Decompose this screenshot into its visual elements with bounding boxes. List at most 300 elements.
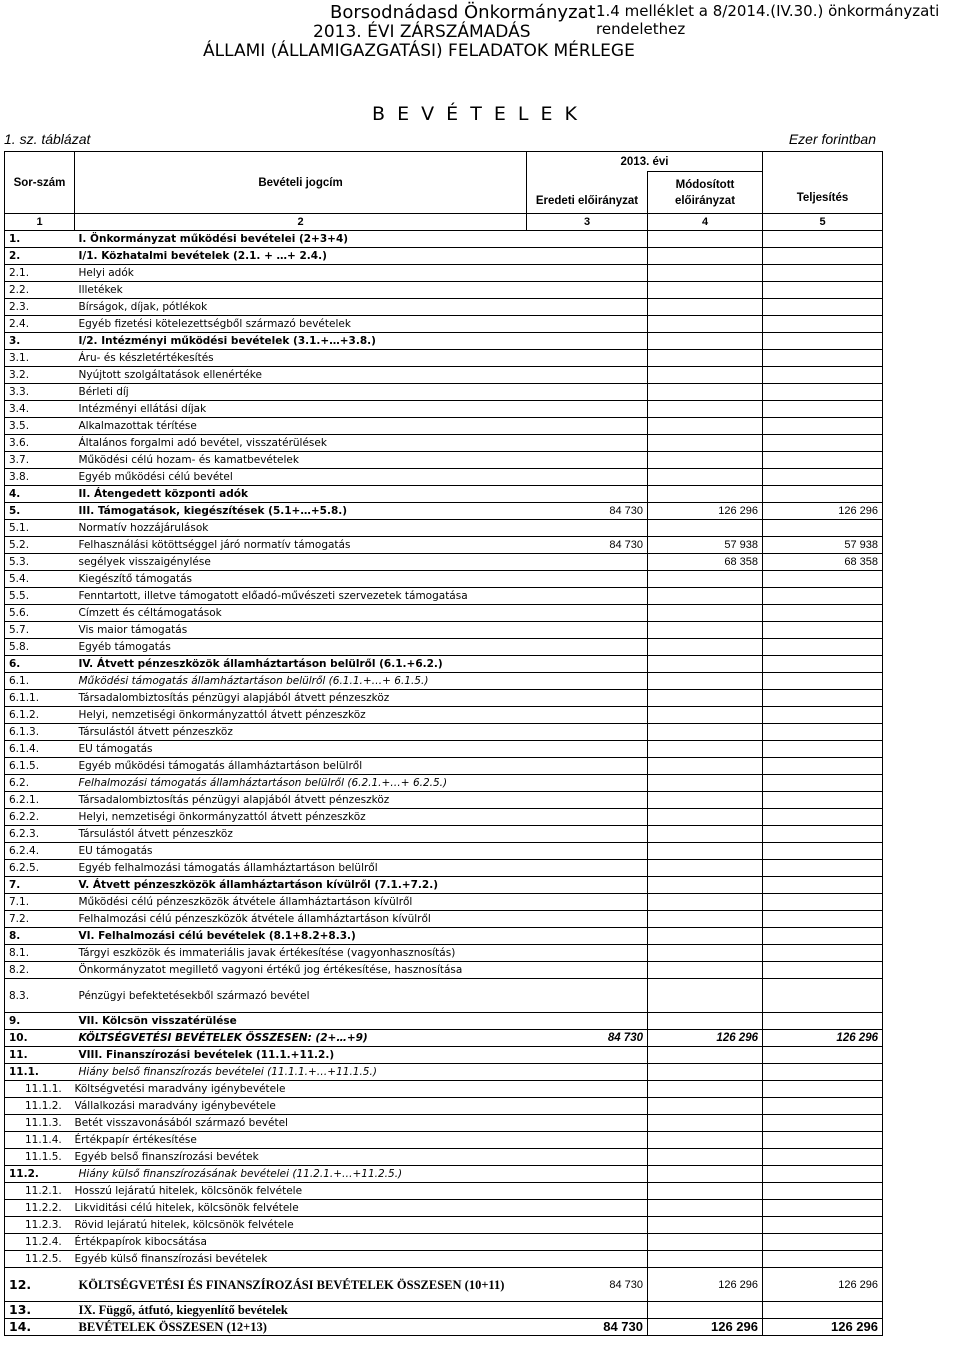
row-label: Felhalmozási támogatás államháztartáson belülről (6.2.1.+…+ 6.2.5.) bbox=[75, 775, 527, 792]
table-row bbox=[5, 622, 883, 639]
modositott-value: 57 938 bbox=[648, 537, 763, 554]
row-number: 11.2.5. bbox=[5, 1251, 75, 1268]
row-label: IV. Átvett pénzeszközök államháztartáson belülről (6.1.+6.2.) bbox=[75, 656, 527, 673]
row-number: 2. bbox=[5, 248, 75, 265]
teljesites-value bbox=[763, 571, 883, 588]
table-row bbox=[5, 1302, 883, 1319]
table-row bbox=[5, 316, 883, 333]
eredeti-value bbox=[527, 707, 648, 724]
eredeti-value bbox=[527, 724, 648, 741]
teljesites-value bbox=[763, 656, 883, 673]
row-label: EU támogatás bbox=[75, 741, 527, 758]
modositott-value bbox=[648, 962, 763, 979]
table-row bbox=[5, 1149, 883, 1166]
teljesites-value bbox=[763, 1166, 883, 1183]
modositott-value bbox=[648, 401, 763, 418]
modositott-value bbox=[648, 1081, 763, 1098]
row-label: Hiány belső finanszírozás bevételei (11.1.1.+…+11.1.5.) bbox=[75, 1064, 527, 1081]
eredeti-value bbox=[527, 554, 648, 571]
row-label: Egyéb felhalmozási támogatás államháztartáson belülről bbox=[75, 860, 527, 877]
row-label: Egyéb külső finanszírozási bevételek bbox=[75, 1251, 527, 1268]
teljesites-value bbox=[763, 724, 883, 741]
row-number: 7. bbox=[5, 877, 75, 894]
row-number: 6. bbox=[5, 656, 75, 673]
teljesites-value bbox=[763, 1064, 883, 1081]
row-label: Felhalmozási célú pénzeszközök átvétele államháztartáson kívülről bbox=[75, 911, 527, 928]
teljesites-value bbox=[763, 265, 883, 282]
table-row bbox=[5, 401, 883, 418]
row-number: 11.2. bbox=[5, 1166, 75, 1183]
modositott-value bbox=[648, 231, 763, 248]
eredeti-value bbox=[527, 418, 648, 435]
row-number: 7.2. bbox=[5, 911, 75, 928]
modositott-value: 126 296 bbox=[648, 1268, 763, 1302]
row-label: Bírságok, díjak, pótlékok bbox=[75, 299, 527, 316]
row-label: VI. Felhalmozási célú bevételek (8.1+8.2+8.3.) bbox=[75, 928, 527, 945]
row-label: segélyek visszaigénylése bbox=[75, 554, 527, 571]
row-number: 2.2. bbox=[5, 282, 75, 299]
row-number: 5. bbox=[5, 503, 75, 520]
teljesites-value bbox=[763, 792, 883, 809]
row-label: III. Támogatások, kiegészítések (5.1+…+5.8.) bbox=[75, 503, 527, 520]
modositott-value bbox=[648, 469, 763, 486]
row-label: EU támogatás bbox=[75, 843, 527, 860]
row-number: 3.4. bbox=[5, 401, 75, 418]
row-label: Társadalombiztosítás pénzügyi alapjából átvett pénzeszköz bbox=[75, 690, 527, 707]
table-row bbox=[5, 1064, 883, 1081]
row-number: 8.1. bbox=[5, 945, 75, 962]
row-label: Kiegészítő támogatás bbox=[75, 571, 527, 588]
eredeti-value bbox=[527, 282, 648, 299]
table-row bbox=[5, 384, 883, 401]
row-number: 4. bbox=[5, 486, 75, 503]
unit-label: Ezer forintban bbox=[788, 131, 876, 147]
teljesites-value bbox=[763, 350, 883, 367]
row-label: Pénzügyi befektetésekből származó bevétel bbox=[75, 979, 527, 1013]
modositott-value bbox=[648, 265, 763, 282]
modositott-value bbox=[648, 741, 763, 758]
eredeti-value bbox=[527, 962, 648, 979]
row-number: 8. bbox=[5, 928, 75, 945]
table-row bbox=[5, 469, 883, 486]
row-label: Felhasználási kötöttséggel járó normatív támogatás bbox=[75, 537, 527, 554]
table-row bbox=[5, 1081, 883, 1098]
col-header-year: 2013. évi bbox=[527, 152, 763, 172]
table-row bbox=[5, 418, 883, 435]
eredeti-value bbox=[527, 911, 648, 928]
eredeti-value: 84 730 bbox=[527, 537, 648, 554]
table-row bbox=[5, 1030, 883, 1047]
row-label: Egyéb fizetési kötelezettségből származó bevételek bbox=[75, 316, 527, 333]
row-number: 6.2.1. bbox=[5, 792, 75, 809]
table-row bbox=[5, 1319, 883, 1336]
teljesites-value bbox=[763, 1132, 883, 1149]
row-label: Fenntartott, illetve támogatott előadó-művészeti szervezetek támogatása bbox=[75, 588, 527, 605]
col-header-teljesites: Teljesítés bbox=[763, 152, 883, 214]
table-row bbox=[5, 486, 883, 503]
table-row bbox=[5, 435, 883, 452]
table-row bbox=[5, 282, 883, 299]
row-number: 11.1.3. bbox=[5, 1115, 75, 1132]
modositott-value bbox=[648, 843, 763, 860]
row-label: I. Önkormányzat működési bevételei (2+3+4) bbox=[75, 231, 527, 248]
eredeti-value bbox=[527, 894, 648, 911]
teljesites-value bbox=[763, 707, 883, 724]
teljesites-value bbox=[763, 418, 883, 435]
row-number: 6.1.5. bbox=[5, 758, 75, 775]
col-header-eredeti: Eredeti előirányzat bbox=[527, 172, 648, 214]
teljesites-value bbox=[763, 588, 883, 605]
row-number: 11.1.4. bbox=[5, 1132, 75, 1149]
teljesites-value bbox=[763, 758, 883, 775]
eredeti-value bbox=[527, 979, 648, 1013]
teljesites-value bbox=[763, 877, 883, 894]
row-number: 11.1.5. bbox=[5, 1149, 75, 1166]
teljesites-value bbox=[763, 1081, 883, 1098]
row-number: 3.6. bbox=[5, 435, 75, 452]
table-row bbox=[5, 724, 883, 741]
row-label: IX. Függő, átfutó, kiegyenlítő bevételek bbox=[75, 1302, 527, 1319]
teljesites-value: 57 938 bbox=[763, 537, 883, 554]
row-number: 5.8. bbox=[5, 639, 75, 656]
row-label: Működési támogatás államháztartáson belülről (6.1.1.+…+ 6.1.5.) bbox=[75, 673, 527, 690]
table-row bbox=[5, 1200, 883, 1217]
row-label: Társulástól átvett pénzeszköz bbox=[75, 826, 527, 843]
row-label: I/2. Intézményi működési bevételek (3.1.+…+3.8.) bbox=[75, 333, 527, 350]
column-number-row bbox=[5, 214, 883, 231]
eredeti-value bbox=[527, 248, 648, 265]
row-number: 1. bbox=[5, 231, 75, 248]
modositott-value bbox=[648, 571, 763, 588]
eredeti-value bbox=[527, 520, 648, 537]
header-row bbox=[5, 152, 883, 172]
row-number: 5.5. bbox=[5, 588, 75, 605]
eredeti-value bbox=[527, 469, 648, 486]
table-row bbox=[5, 809, 883, 826]
row-number: 3.1. bbox=[5, 350, 75, 367]
modositott-value bbox=[648, 452, 763, 469]
teljesites-value bbox=[763, 452, 883, 469]
teljesites-value bbox=[763, 1217, 883, 1234]
eredeti-value bbox=[527, 826, 648, 843]
teljesites-value bbox=[763, 520, 883, 537]
table-row bbox=[5, 1183, 883, 1200]
eredeti-value bbox=[527, 690, 648, 707]
table-row bbox=[5, 520, 883, 537]
row-number: 5.6. bbox=[5, 605, 75, 622]
row-number: 2.1. bbox=[5, 265, 75, 282]
modositott-value bbox=[648, 928, 763, 945]
table-row bbox=[5, 248, 883, 265]
table-row bbox=[5, 690, 883, 707]
table-row bbox=[5, 656, 883, 673]
teljesites-value bbox=[763, 1302, 883, 1319]
teljesites-value bbox=[763, 639, 883, 656]
table-row bbox=[5, 945, 883, 962]
row-number: 5.2. bbox=[5, 537, 75, 554]
row-label: II. Átengedett központi adók bbox=[75, 486, 527, 503]
modositott-value bbox=[648, 826, 763, 843]
row-label: Vállalkozási maradvány igénybevétele bbox=[75, 1098, 527, 1115]
row-number: 11.1.1. bbox=[5, 1081, 75, 1098]
document-subtitle: ÁLLAMI (ÁLLAMIGAZGATÁSI) FELADATOK MÉRLEGE bbox=[203, 41, 635, 61]
teljesites-value bbox=[763, 1013, 883, 1030]
eredeti-value bbox=[527, 1217, 648, 1234]
row-number: 8.2. bbox=[5, 962, 75, 979]
table-row bbox=[5, 265, 883, 282]
eredeti-value: 84 730 bbox=[527, 1319, 648, 1336]
teljesites-value bbox=[763, 911, 883, 928]
eredeti-value bbox=[527, 877, 648, 894]
eredeti-value bbox=[527, 1047, 648, 1064]
document-header bbox=[0, 0, 960, 147]
teljesites-value bbox=[763, 690, 883, 707]
table-row bbox=[5, 1268, 883, 1302]
col-num-1: 1 bbox=[5, 214, 75, 231]
row-number: 6.1.2. bbox=[5, 707, 75, 724]
modositott-value bbox=[648, 673, 763, 690]
row-label: KÖLTSÉGVETÉSI ÉS FINANSZÍROZÁSI BEVÉTELEK ÖSSZESEN (10+11) bbox=[75, 1268, 527, 1302]
row-label: Egyéb működési támogatás államháztartáson belülről bbox=[75, 758, 527, 775]
row-label: Helyi, nemzetiségi önkormányzattól átvett pénzeszköz bbox=[75, 707, 527, 724]
row-label: Vis maior támogatás bbox=[75, 622, 527, 639]
row-label: Társulástól átvett pénzeszköz bbox=[75, 724, 527, 741]
table-row bbox=[5, 758, 883, 775]
eredeti-value bbox=[527, 571, 648, 588]
row-number: 6.2.3. bbox=[5, 826, 75, 843]
table-row bbox=[5, 1217, 883, 1234]
teljesites-value: 126 296 bbox=[763, 1319, 883, 1336]
row-label: Alkalmazottak térítése bbox=[75, 418, 527, 435]
row-label: Tárgyi eszközök és immateriális javak értékesítése (vagyonhasznosítás) bbox=[75, 945, 527, 962]
row-label: Működési célú hozam- és kamatbevételek bbox=[75, 452, 527, 469]
row-number: 11.2.2. bbox=[5, 1200, 75, 1217]
row-label: Intézményi ellátási díjak bbox=[75, 401, 527, 418]
teljesites-value bbox=[763, 1098, 883, 1115]
modositott-value bbox=[648, 1183, 763, 1200]
row-number: 2.4. bbox=[5, 316, 75, 333]
teljesites-value bbox=[763, 979, 883, 1013]
row-label: Helyi adók bbox=[75, 265, 527, 282]
eredeti-value bbox=[527, 639, 648, 656]
modositott-value bbox=[648, 333, 763, 350]
eredeti-value bbox=[527, 945, 648, 962]
modositott-value: 126 296 bbox=[648, 1030, 763, 1047]
modositott-value bbox=[648, 1302, 763, 1319]
eredeti-value bbox=[527, 809, 648, 826]
teljesites-value bbox=[763, 1047, 883, 1064]
row-number: 5.4. bbox=[5, 571, 75, 588]
eredeti-value bbox=[527, 1251, 648, 1268]
modositott-value bbox=[648, 605, 763, 622]
teljesites-value bbox=[763, 435, 883, 452]
row-number: 5.7. bbox=[5, 622, 75, 639]
eredeti-value bbox=[527, 656, 648, 673]
table-row bbox=[5, 877, 883, 894]
row-number: 3. bbox=[5, 333, 75, 350]
eredeti-value bbox=[527, 435, 648, 452]
row-label: Normatív hozzájárulások bbox=[75, 520, 527, 537]
teljesites-value bbox=[763, 231, 883, 248]
row-number: 7.1. bbox=[5, 894, 75, 911]
eredeti-value bbox=[527, 231, 648, 248]
row-label: Rövid lejáratú hitelek, kölcsönök felvétele bbox=[75, 1217, 527, 1234]
row-number: 2.3. bbox=[5, 299, 75, 316]
row-label: Egyéb működési célú bevétel bbox=[75, 469, 527, 486]
table-row bbox=[5, 707, 883, 724]
modositott-value bbox=[648, 486, 763, 503]
table-row bbox=[5, 537, 883, 554]
row-label: Nyújtott szolgáltatások ellenértéke bbox=[75, 367, 527, 384]
row-label: VII. Kölcsön visszatérülése bbox=[75, 1013, 527, 1030]
document-title: 2013. ÉVI ZÁRSZÁMADÁS bbox=[313, 22, 531, 42]
row-number: 3.7. bbox=[5, 452, 75, 469]
eredeti-value bbox=[527, 605, 648, 622]
modositott-value bbox=[648, 384, 763, 401]
table-row bbox=[5, 639, 883, 656]
row-number: 11.2.4. bbox=[5, 1234, 75, 1251]
table-row bbox=[5, 588, 883, 605]
col-header-sorszam: Sor-szám bbox=[5, 152, 75, 214]
modositott-value bbox=[648, 656, 763, 673]
row-number: 11. bbox=[5, 1047, 75, 1064]
eredeti-value: 84 730 bbox=[527, 503, 648, 520]
table-row bbox=[5, 605, 883, 622]
teljesites-value bbox=[763, 1251, 883, 1268]
modositott-value bbox=[648, 1047, 763, 1064]
eredeti-value bbox=[527, 1013, 648, 1030]
eredeti-value bbox=[527, 1081, 648, 1098]
eredeti-value bbox=[527, 367, 648, 384]
eredeti-value bbox=[527, 265, 648, 282]
table-row bbox=[5, 860, 883, 877]
row-number: 11.1. bbox=[5, 1064, 75, 1081]
row-label: Hiány külső finanszírozásának bevételei (11.2.1.+…+11.2.5.) bbox=[75, 1166, 527, 1183]
teljesites-value bbox=[763, 843, 883, 860]
row-label: Egyéb belső finanszírozási bevétek bbox=[75, 1149, 527, 1166]
table-row bbox=[5, 1132, 883, 1149]
teljesites-value bbox=[763, 894, 883, 911]
eredeti-value bbox=[527, 1098, 648, 1115]
eredeti-value: 84 730 bbox=[527, 1268, 648, 1302]
modositott-value bbox=[648, 1251, 763, 1268]
eredeti-value bbox=[527, 758, 648, 775]
eredeti-value bbox=[527, 1166, 648, 1183]
teljesites-value bbox=[763, 1234, 883, 1251]
modositott-value bbox=[648, 520, 763, 537]
row-number: 11.2.3. bbox=[5, 1217, 75, 1234]
eredeti-value bbox=[527, 741, 648, 758]
teljesites-value: 126 296 bbox=[763, 1030, 883, 1047]
row-number: 5.3. bbox=[5, 554, 75, 571]
eredeti-value: 84 730 bbox=[527, 1030, 648, 1047]
table-row bbox=[5, 452, 883, 469]
modositott-value bbox=[648, 758, 763, 775]
teljesites-value bbox=[763, 775, 883, 792]
teljesites-value bbox=[763, 928, 883, 945]
table-row bbox=[5, 826, 883, 843]
modositott-value bbox=[648, 1166, 763, 1183]
modositott-value bbox=[648, 877, 763, 894]
teljesites-value bbox=[763, 945, 883, 962]
row-label: Értékpapírok kibocsátása bbox=[75, 1234, 527, 1251]
modositott-value bbox=[648, 1064, 763, 1081]
row-label: Likviditási célú hitelek, kölcsönök felvétele bbox=[75, 1200, 527, 1217]
row-label: BEVÉTELEK ÖSSZESEN (12+13) bbox=[75, 1319, 527, 1336]
row-number: 11.1.2. bbox=[5, 1098, 75, 1115]
teljesites-value bbox=[763, 469, 883, 486]
table-row bbox=[5, 571, 883, 588]
eredeti-value bbox=[527, 1200, 648, 1217]
row-label: Címzett és céltámogatások bbox=[75, 605, 527, 622]
eredeti-value bbox=[527, 401, 648, 418]
eredeti-value bbox=[527, 384, 648, 401]
modositott-value: 68 358 bbox=[648, 554, 763, 571]
modositott-value bbox=[648, 316, 763, 333]
organization-name: Borsodnádasd Önkormányzat bbox=[330, 2, 596, 23]
teljesites-value: 126 296 bbox=[763, 503, 883, 520]
eredeti-value bbox=[527, 1183, 648, 1200]
teljesites-value: 68 358 bbox=[763, 554, 883, 571]
eredeti-value bbox=[527, 333, 648, 350]
section-title: B E V É T E L E K bbox=[372, 103, 581, 125]
row-label: Áru- és készletértékesítés bbox=[75, 350, 527, 367]
teljesites-value bbox=[763, 248, 883, 265]
modositott-value bbox=[648, 1217, 763, 1234]
table-row bbox=[5, 741, 883, 758]
table-row bbox=[5, 554, 883, 571]
eredeti-value bbox=[527, 775, 648, 792]
modositott-value bbox=[648, 1234, 763, 1251]
teljesites-value bbox=[763, 1149, 883, 1166]
eredeti-value bbox=[527, 350, 648, 367]
col-num-2: 2 bbox=[75, 214, 527, 231]
teljesites-value bbox=[763, 622, 883, 639]
eredeti-value bbox=[527, 622, 648, 639]
table-row bbox=[5, 333, 883, 350]
table-row bbox=[5, 1234, 883, 1251]
row-number: 5.1. bbox=[5, 520, 75, 537]
row-number: 8.3. bbox=[5, 979, 75, 1013]
modositott-value bbox=[648, 911, 763, 928]
table-row bbox=[5, 979, 883, 1013]
table-number: 1. sz. táblázat bbox=[4, 131, 91, 147]
row-number: 6.1.4. bbox=[5, 741, 75, 758]
modositott-value bbox=[648, 435, 763, 452]
annex-reference: 1.4 melléklet a 8/2014.(IV.30.) önkormányzati rendelethez bbox=[596, 2, 940, 38]
revenue-table bbox=[4, 151, 883, 1336]
table-row bbox=[5, 1013, 883, 1030]
row-number: 6.2.2. bbox=[5, 809, 75, 826]
modositott-value bbox=[648, 418, 763, 435]
eredeti-value bbox=[527, 860, 648, 877]
eredeti-value bbox=[527, 928, 648, 945]
modositott-value bbox=[648, 299, 763, 316]
col-num-4: 4 bbox=[648, 214, 763, 231]
row-label: Társadalombiztosítás pénzügyi alapjából átvett pénzeszköz bbox=[75, 792, 527, 809]
eredeti-value bbox=[527, 1302, 648, 1319]
row-number: 6.1. bbox=[5, 673, 75, 690]
row-label: Általános forgalmi adó bevétel, visszatérülések bbox=[75, 435, 527, 452]
row-number: 3.3. bbox=[5, 384, 75, 401]
eredeti-value bbox=[527, 1132, 648, 1149]
teljesites-value bbox=[763, 1200, 883, 1217]
modositott-value bbox=[648, 367, 763, 384]
table-row bbox=[5, 350, 883, 367]
row-number: 6.2.4. bbox=[5, 843, 75, 860]
modositott-value bbox=[648, 860, 763, 877]
teljesites-value bbox=[763, 486, 883, 503]
